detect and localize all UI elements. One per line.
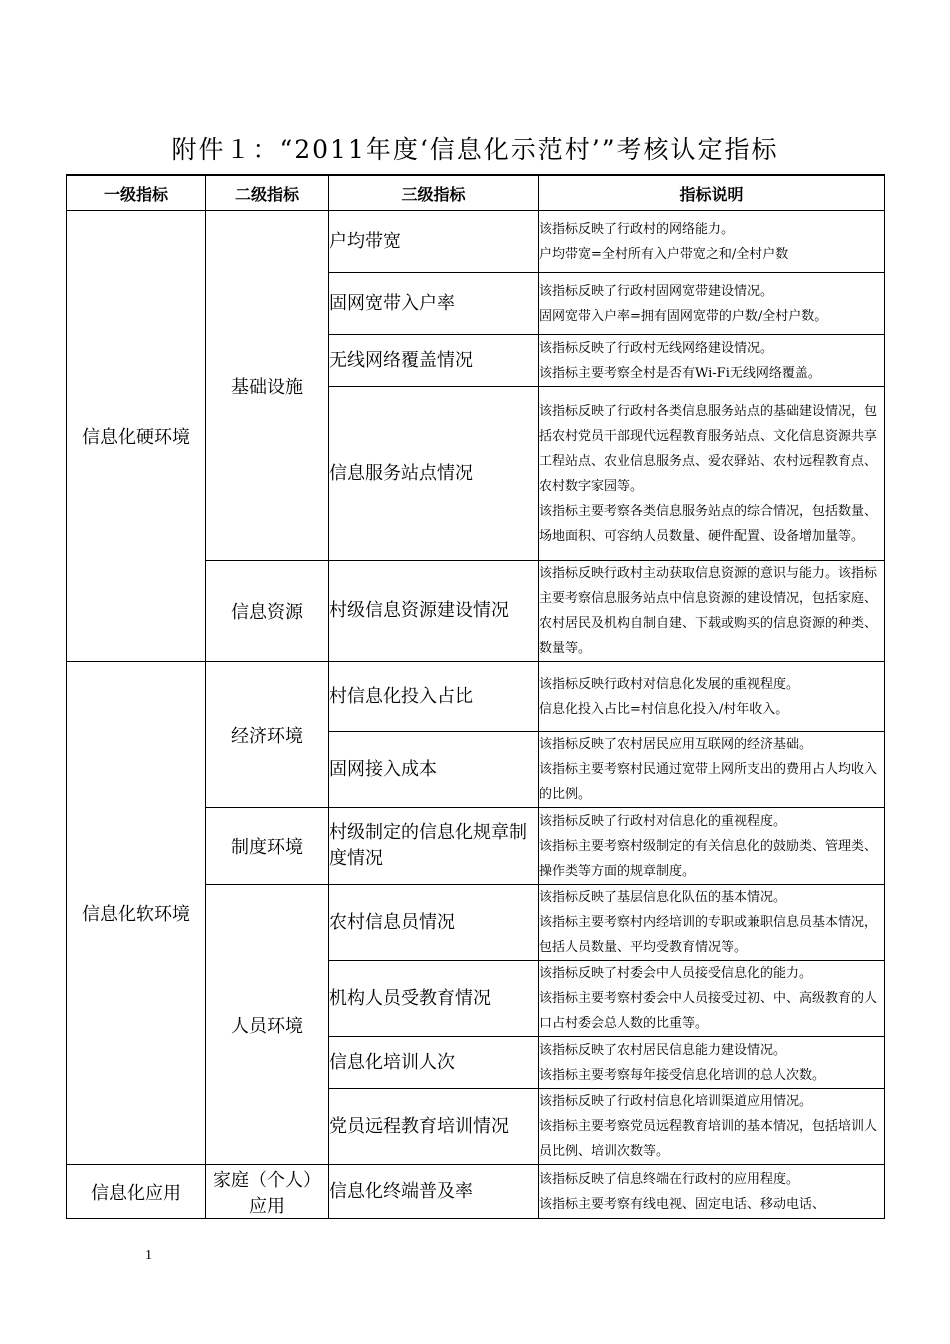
description-line: 信息化投入占比=村信息化投入/村年收入。 [539,701,789,717]
description-cell [539,1089,885,1165]
table-row [67,211,885,273]
description-line: 该指标反映了行政村无线网络建设情况。 [539,340,774,356]
description-cell [539,561,885,662]
level3-cell: 固网宽带入户率 [329,273,539,335]
description-cell [539,211,885,273]
level1-cell: 信息化硬环境 [67,211,206,662]
description-cell [539,808,885,885]
description-line: 该指标反映了行政村固网宽带建设情况。 [539,283,774,299]
description-cell [539,732,885,808]
description-line: 该指标反映了村委会中人员接受信息化的能力。 [539,966,813,981]
level2-cell: 人员环境 [206,885,329,1165]
level2-cell: 家庭（个人）应用 [206,1165,329,1219]
header-level3: 三级指标 [329,175,539,211]
description-line: 该指标反映了农村居民信息能力建设情况。 [539,1042,787,1058]
level1-cell: 信息化软环境 [67,662,206,1165]
description-line: 该指标反映了行政村各类信息服务站点的基础建设情况，包括农村党员干部现代远程教育服务站点、文化信息资源共享工程站点、农业信息服务点、爱农驿站、农村远程教育点、农村数字家园等。 [539,403,878,494]
description-line: 该指标反映了行政村对信息化的重视程度。 [539,813,787,829]
level2-cell: 经济环境 [206,662,329,808]
description-line: 该指标反映行政村对信息化发展的重视程度。 [539,676,800,692]
description-cell [539,662,885,732]
level3-cell: 户均带宽 [329,211,539,273]
indicator-table [66,174,885,1219]
level1-cell: 信息化应用 [67,1165,206,1219]
level3-cell: 无线网络覆盖情况 [329,335,539,387]
page-number: 1 [145,1248,152,1263]
level3-cell: 信息服务站点情况 [329,387,539,561]
level2-cell: 基础设施 [206,211,329,561]
description-line: 户均带宽=全村所有入户带宽之和/全村户数 [539,246,789,262]
header-level1: 一级指标 [67,175,206,211]
description-line: 该指标反映了基层信息化队伍的基本情况。 [539,890,787,905]
level3-cell: 固网接入成本 [329,732,539,808]
level3-cell: 村信息化投入占比 [329,662,539,732]
description-line: 该指标反映了行政村信息化培训渠道应用情况。 [539,1094,813,1109]
level3-cell: 信息化培训人次 [329,1037,539,1089]
description-cell [539,961,885,1037]
table-row [67,662,885,732]
description-line: 该指标主要考察村内经培训的专职或兼职信息员基本情况，包括人员数量、平均受教育情况等。 [539,915,878,955]
description-cell [539,885,885,961]
description-line: 该指标主要考察村委会中人员接受过初、中、高级教育的人口占村委会总人数的比重等。 [539,991,878,1031]
description-line: 该指标主要考察村民通过宽带上网所支出的费用占人均收入的比例。 [539,762,878,802]
description-line: 该指标主要考察有线电视、固定电话、移动电话、 [539,1196,826,1212]
description-cell [539,1165,885,1219]
level3-cell: 农村信息员情况 [329,885,539,961]
level3-cell: 机构人员受教育情况 [329,961,539,1037]
header-description: 指标说明 [539,175,885,211]
description-cell [539,1037,885,1089]
description-line: 固网宽带入户率=拥有固网宽带的户数/全村户数。 [539,308,828,324]
description-line: 该指标反映了信息终端在行政村的应用程度。 [539,1171,800,1187]
description-line: 该指标主要考察各类信息服务站点的综合情况，包括数量、场地面积、可容纳人员数量、硬件配置、设备增加量等。 [539,503,878,544]
description-cell [539,335,885,387]
level3-cell: 党员远程教育培训情况 [329,1089,539,1165]
description-line: 该指标反映了行政村的网络能力。 [539,221,735,237]
header-level2: 二级指标 [206,175,329,211]
table-header-row [67,175,885,211]
description-cell [539,387,885,561]
description-line: 该指标主要考察党员远程教育培训的基本情况，包括培训人员比例、培训次数等。 [539,1119,878,1159]
level3-cell: 信息化终端普及率 [329,1165,539,1219]
description-line: 该指标主要考察每年接受信息化培训的总人次数。 [539,1067,826,1083]
level3-cell: 村级制定的信息化规章制度情况 [329,808,539,885]
page-title: 附件１：“2011年度‘信息化示范村’”考核认定指标 [171,135,779,164]
level2-cell: 制度环境 [206,808,329,885]
level3-cell: 村级信息资源建设情况 [329,561,539,662]
description-line: 该指标反映了农村居民应用互联网的经济基础。 [539,737,813,752]
description-line: 该指标反映行政村主动获取信息资源的意识与能力。该指标主要考察信息服务站点中信息资源的建设情况，包括家庭、农村居民及机构自制自建、下载或购买的信息资源的种类、数量等。 [539,566,878,656]
description-line: 该指标主要考察全村是否有Wi-Fi无线网络覆盖。 [539,365,821,381]
description-line: 该指标主要考察村级制定的有关信息化的鼓励类、管理类、操作类等方面的规章制度。 [539,838,878,879]
description-cell [539,273,885,335]
level2-cell: 信息资源 [206,561,329,662]
table-row [67,1165,885,1219]
